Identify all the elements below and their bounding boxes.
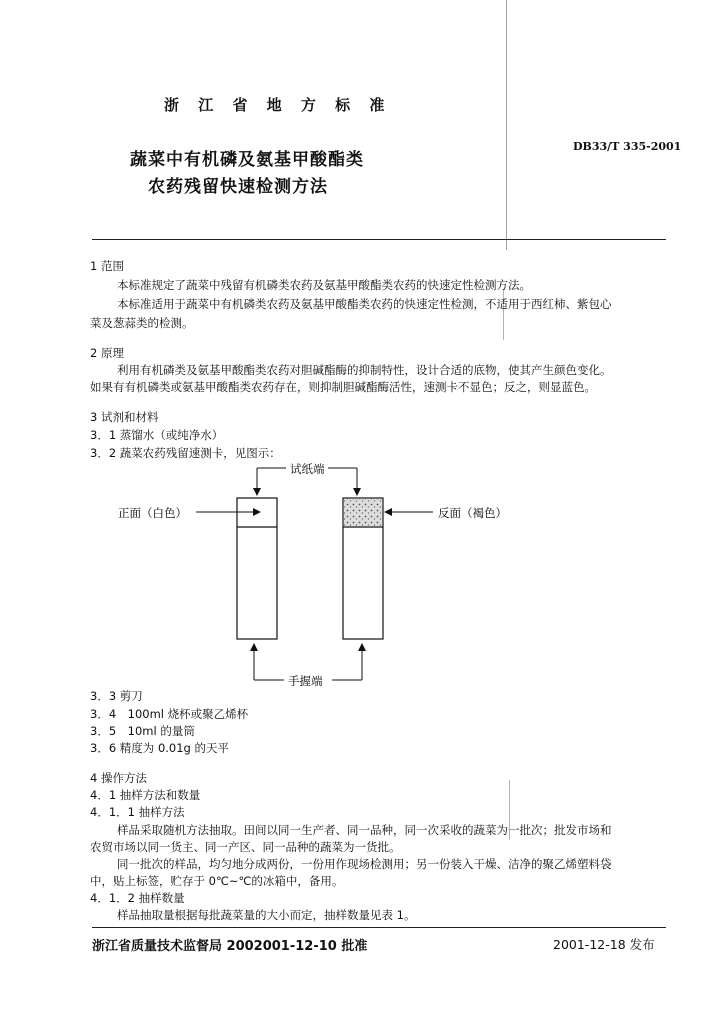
card-front bbox=[237, 498, 277, 639]
paragraph: 农贸市场以同一货主、同一产区、同一品种的蔬菜为一货批。 bbox=[90, 840, 401, 854]
list-item: 4．1．2 抽样数量 bbox=[90, 891, 185, 905]
list-item: 3．1 蒸馏水（或纯净水） bbox=[90, 428, 224, 442]
card-back-brown-pad bbox=[344, 499, 382, 526]
list-item: 4．1．1 抽样方法 bbox=[90, 805, 185, 819]
section-heading-operation: 4 操作方法 bbox=[90, 771, 147, 785]
label-back-brown: 反面（褐色） bbox=[438, 506, 507, 520]
standard-code: DB33/T 335-2001 bbox=[573, 140, 682, 153]
paragraph: 如果有有机磷类或氨基甲酸酯类农药存在，则抑制胆碱酯酶活性，速测卡不显色；反之，则显蓝色。 bbox=[90, 380, 596, 394]
label-test-paper-end: 试纸端 bbox=[290, 462, 325, 476]
section-heading-principle: 2 原理 bbox=[90, 346, 124, 360]
footer-rule bbox=[92, 927, 666, 928]
list-item: 4．1 抽样方法和数量 bbox=[90, 788, 201, 802]
list-item: 3．4 100ml 烧杯或聚乙烯杯 bbox=[90, 707, 249, 721]
paragraph: 利用有机磷类及氨基甲酸酯类农药对胆碱酯酶的抑制特性，设计合适的底物，使其产生颜色变化。 bbox=[117, 363, 612, 377]
test-card-figure bbox=[100, 455, 560, 690]
document-title-line2: 农药残留快速检测方法 bbox=[148, 177, 328, 197]
header-rule bbox=[92, 239, 666, 240]
paragraph: 同一批次的样品，均匀地分成两份，一份用作现场检测用；另一份装入干燥、洁净的聚乙烯塑料袋 bbox=[117, 857, 612, 871]
list-item: 3．2 蔬菜农药残留速测卡，见图示： bbox=[90, 446, 281, 460]
paragraph: 本标准适用于蔬菜中有机磷类农药及氨基甲酸酯类农药的快速定性检测，不适用于西红柿、紫包心 bbox=[117, 297, 612, 311]
section-heading-scope: 1 范围 bbox=[90, 259, 124, 273]
list-item: 3．5 10ml 的量筒 bbox=[90, 724, 195, 738]
list-item: 3．6 精度为 0.01g 的天平 bbox=[90, 741, 230, 755]
label-front-white: 正面（白色） bbox=[118, 506, 187, 520]
standard-body-heading: 浙 江 省 地 方 标 准 bbox=[164, 96, 392, 114]
list-item: 3．3 剪刀 bbox=[90, 689, 143, 703]
paragraph: 中，贴上标签，贮存于 0℃~℃的冰箱中，备用。 bbox=[90, 874, 344, 888]
issue-date: 2001-12-18 发布 bbox=[553, 937, 655, 952]
approval-line: 浙江省质量技术监督局 2002001-12-10 批准 bbox=[92, 939, 368, 954]
label-handle-end: 手握端 bbox=[288, 674, 323, 688]
paragraph: 样品采取随机方法抽取。田间以同一生产者、同一品种，同一次采收的蔬菜为一批次；批发市场和 bbox=[117, 823, 612, 837]
scan-artifact-line bbox=[506, 0, 507, 250]
paragraph: 本标准规定了蔬菜中残留有机磷类农药及氨基甲酸酯类农药的快速定性检测方法。 bbox=[117, 278, 531, 292]
document-title-line1: 蔬菜中有机磷及氨基甲酸酯类 bbox=[130, 150, 364, 170]
section-heading-reagents: 3 试剂和材料 bbox=[90, 410, 159, 424]
paragraph: 样品抽取量根据每批蔬菜量的大小而定，抽样数量见表 1。 bbox=[117, 908, 416, 922]
paragraph: 菜及葱蒜类的检测。 bbox=[90, 316, 194, 330]
